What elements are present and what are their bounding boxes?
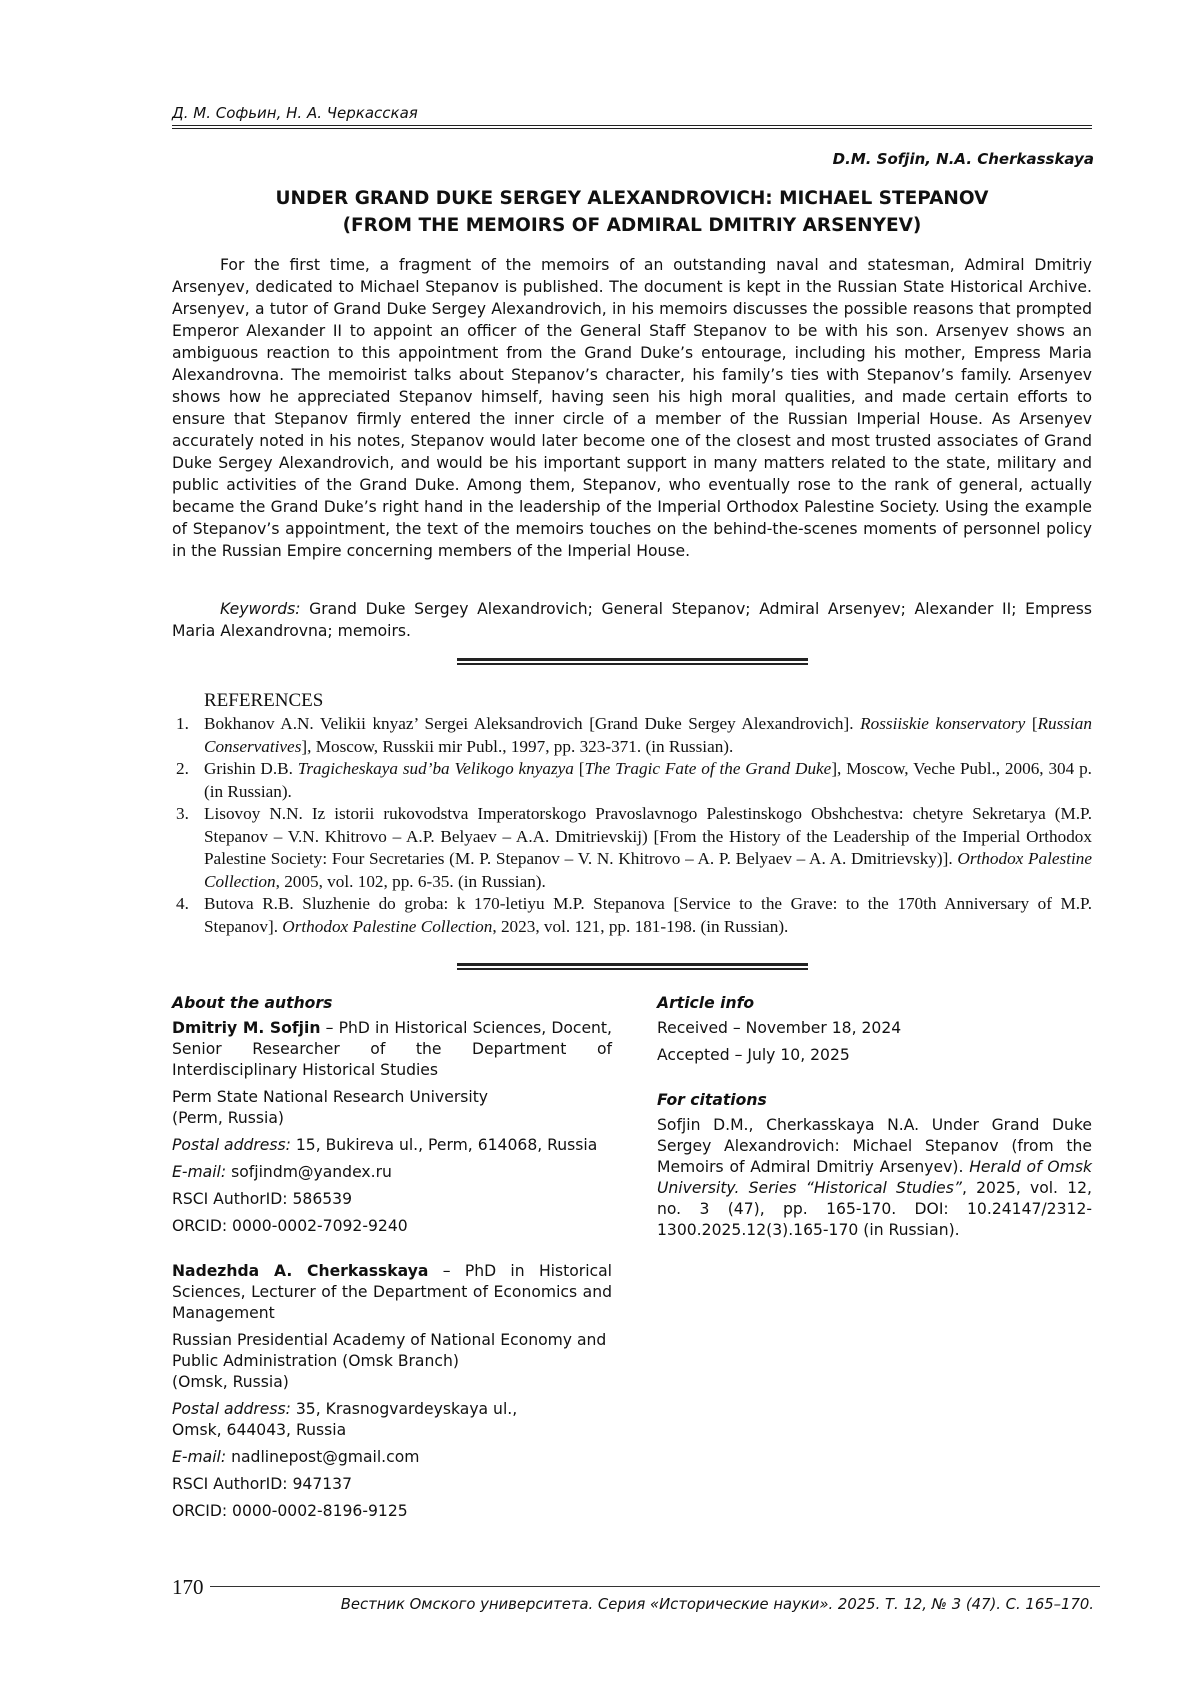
citation-part: Sofjin D.M., Cherkasskaya N.A. Under Grand Duke Sergey Alexandrovich: Michael Stepanov (from the Memoirs of Admiral Dmitriy Arsenyev). [657,1116,1092,1176]
keywords-text: Grand Duke Sergey Alexandrovich; General Stepanov; Admiral Arsenyev; Alexander II; Empress Maria Alexandrovna; memoirs. [172,600,1092,640]
author-2-org-name: Russian Presidential Academy of National Economy and Public Administration (Omsk Branch) [172,1331,607,1370]
references-title: REFERENCES [204,690,324,711]
page-number: 170 [172,1575,204,1599]
author-2-orcid: ORCID: 0000-0002-8196-9125 [172,1502,408,1520]
author-2-desc: – PhD in Historical Sciences, Lecturer of the Department of Economics and Management [172,1262,612,1322]
reference-italic: Orthodox Palestine Collection [282,916,493,936]
abstract: For the first time, a fragment of the memoirs of an outstanding naval and statesman, Admiral Dmitriy Arsenyev, dedicated to Michael Stepanov is published. The document is kept in the Russian State Historical Archive. Arsenyev, a tutor of Grand Duke Sergey Alexandrovich, in his memoirs discusses the possible reasons that prompted Emperor Alexander II to appoint an officer of the General Staff Stepanov to be with his son. Arsenyev shows an ambiguous reaction to this appointment from the Grand Duke’s entourage, including his mother, Empress Maria Alexandrovna. The memoirist talks about Stepanov’s character, his family’s ties with Stepanov’s family. Arsenyev shows how he appreciated Stepanov himself, having seen his high moral qualities, and made certain efforts to ensure that Stepanov firmly entered the inner circle of a member of the Russian Imperial House. As Arsenyev accurately noted in his notes, Stepanov would later become one of the closest and most trusted associates of Grand Duke Sergey Alexandrovich, and would be his important support in many matters related to the state, military and public activities of the Grand Duke. Among them, Stepanov, who eventually rose to the rank of general, actually became the Grand Duke’s right hand in the leadership of the Imperial Orthodox Palestine Society. Using the example of Stepanov’s appointment, the text of the memoirs touches on the behind-the-scenes moments of personnel policy in the Russian Empire concerning members of the Imperial House. [172,256,1092,560]
citation-part: , 2025, vol. 12, no. 3 (47), pp. 165-170. DOI: 10.24147/2312-1300.2025.12(3).165-170 (in Russian). [657,1179,1093,1239]
email-label: E-mail: [172,1163,227,1181]
title-line-2: (FROM THE MEMOIRS OF ADMIRAL DMITRIY ARSENYEV) [342,215,922,236]
reference-item [172,758,1092,803]
email-value: sofjindm@yandex.ru [226,1163,392,1181]
article-title [172,185,1092,239]
author-1-org [172,1087,612,1129]
reference-italic: Russian Conservatives [204,714,1092,756]
spacer [172,1243,612,1261]
postal-value: 15, Bukireva ul., Perm, 614068, Russia [290,1136,598,1154]
reference-number: 4. [176,894,189,913]
references-list [172,713,1092,938]
author-1-bio [172,1018,612,1081]
keywords-label: Keywords: [220,600,301,618]
reference-italic: Tragicheskaya sud’ba Velikogo knyazya [297,759,574,778]
reference-italic: Rossiiskie konservatory [860,714,1026,733]
citation-text [657,1115,1092,1241]
accepted-date: Accepted – July 10, 2025 [657,1046,850,1064]
author-2-name: Nadezhda A. Cherkasskaya [172,1262,429,1280]
reference-text: [ [1025,714,1038,733]
author-1-org-name: Perm State National Research University [172,1088,489,1106]
journal-footer: Вестник Омского университета. Серия «Исторические науки». 2025. Т. 12, № 3 (47). С. 165–170. [340,1596,1094,1613]
reference-italic: Orthodox Palestine Collection [204,849,1092,891]
received-date: Received – November 18, 2024 [657,1019,902,1037]
postal-value: 35, Krasnogvardeyskaya ul., [290,1400,518,1418]
reference-italic: The Tragic Fate of the Grand Duke [584,759,832,778]
running-head: Д. М. Софьин, Н. А. Черкасская [172,104,418,122]
reference-item [172,893,1092,938]
reference-text: Butova R.B. Sluzhenie do groba: k 170-letiyu M.P. Stepanova [Service to the Grave: to the 170th Anniversary of M.P. Stepanov]. [204,894,1092,936]
title-line-1: UNDER GRAND DUKE SERGEY ALEXANDROVICH: MICHAEL STEPANOV [275,188,989,209]
postal-label: Postal address: [172,1400,291,1418]
reference-number: 3. [176,804,189,823]
article-info-heading: Article info [657,994,755,1012]
author-1-desc: – PhD in Historical Sciences, Docent, Senior Researcher of the Department of Interdisciplinary Historical Studies [172,1019,612,1079]
author-1-orcid: ORCID: 0000-0002-7092-9240 [172,1217,408,1235]
reference-text: ], Moscow, Russkii mir Publ., 1997, pp. 323-371. (in Russian). [301,736,734,756]
postal-label: Postal address: [172,1136,291,1154]
author-2-bio [172,1261,612,1324]
reference-text: Grishin D.B. [204,759,298,778]
footer-rule [210,1586,1100,1587]
spacer [657,1072,1092,1090]
author-2-org-city: (Omsk, Russia) [172,1373,289,1391]
reference-text: Lisovoy N.N. Iz istorii rukovodstva Imperatorskogo Pravoslavnogo Palestinskogo Obshchestva: chetyre Sekretarya (M.P. Stepanov – V.N. Khitrovo – A.P. Belyaev – A.A. Dmitrievskij) [From the History of the Leadership of the Imperial Orthodox Palestine Society: Four Secretaries (M. P. Stepanov – V. N. Khitrovo – A. P. Belyaev – A. A. Dmitrievsky)]. [204,804,1092,868]
reference-text: , 2005, vol. 102, pp. 6-35. (in Russian). [275,871,546,891]
section-separator [457,658,808,665]
reference-number: 1. [176,714,189,733]
keywords [172,598,1092,642]
author-1-email [172,1162,612,1183]
author-2-org [172,1330,612,1393]
reference-number: 2. [176,759,189,778]
postal-value-line-2: Omsk, 644043, Russia [172,1421,347,1439]
reference-text: [ [573,759,585,778]
article-info-column [657,993,1092,1247]
reference-item [172,803,1092,893]
reference-item [172,713,1092,758]
author-1-org-city: (Perm, Russia) [172,1109,285,1127]
citation-journal: Herald of Omsk University. Series “Historical Studies” [657,1158,1092,1197]
about-authors-heading: About the authors [172,994,333,1012]
email-value: nadlinepost@gmail.com [226,1448,420,1466]
reference-text: , 2023, vol. 121, pp. 181-198. (in Russian). [492,916,789,936]
running-head-rule [172,125,1092,129]
author-1-postal [172,1135,612,1156]
about-authors-column [172,993,612,1528]
section-separator [457,963,808,970]
authors-english: D.M. Sofjin, N.A. Cherkasskaya [832,150,1094,168]
author-1-name: Dmitriy M. Sofjin [172,1019,321,1037]
email-label: E-mail: [172,1448,227,1466]
author-2-postal [172,1399,612,1441]
author-1-rsci: RSCI AuthorID: 586539 [172,1190,353,1208]
reference-text: ], Moscow, Veche Publ., 2006, 304 p. (in Russian). [204,759,1092,801]
author-2-rsci: RSCI AuthorID: 947137 [172,1475,353,1493]
author-2-email [172,1447,612,1468]
citations-heading: For citations [657,1091,767,1109]
reference-text: Bokhanov A.N. Velikii knyaz’ Sergei Aleksandrovich [Grand Duke Sergey Alexandrovich]. [204,714,861,733]
